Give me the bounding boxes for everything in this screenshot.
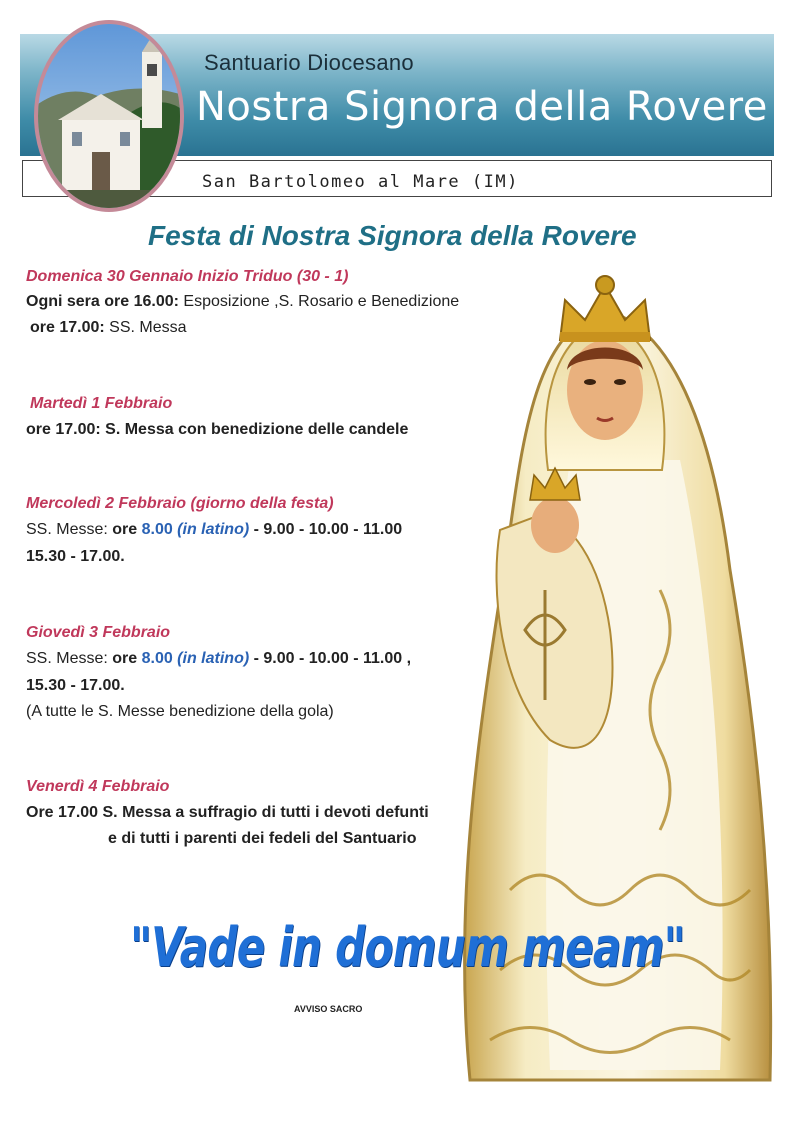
line-domenica-1: Ogni sera ore 16.00: Esposizione ,S. Rosario e Benedizione xyxy=(26,293,460,310)
festa-title: Festa di Nostra Signora della Rovere xyxy=(148,220,637,251)
heading-venerdi: Venerdì 4 Febbraio xyxy=(26,778,170,795)
line-mercoledi-1: SS. Messe: ore 8.00 (in latino) - 9.00 - 10.00 - 11.00 xyxy=(26,521,403,538)
line-giovedi-1: SS. Messe: ore 8.00 (in latino) - 9.00 - 10.00 - 11.00 , xyxy=(26,650,412,667)
line-martedi-1: ore 17.00: S. Messa con benedizione delle candele xyxy=(26,421,409,438)
location-text: San Bartolomeo al Mare (IM) xyxy=(202,172,519,192)
motto-text: "Vade in domum meam" xyxy=(130,916,685,979)
sanctuary-subtitle: Santuario Diocesano xyxy=(204,50,414,75)
line-venerdi-1: Ore 17.00 S. Messa a suffragio di tutti i devoti defunti xyxy=(26,804,429,821)
sanctuary-title: Nostra Signora della Rovere xyxy=(196,84,768,130)
heading-mercoledi: Mercoledì 2 Febbraio (giorno della festa) xyxy=(26,495,334,512)
line-domenica-2: ore 17.00: SS. Messa xyxy=(30,319,187,336)
church-photo xyxy=(34,20,184,212)
avviso-sacro: AVVISO SACRO xyxy=(294,1004,363,1014)
heading-giovedi: Giovedì 3 Febbraio xyxy=(26,624,171,641)
line-giovedi-2: 15.30 - 17.00. xyxy=(26,677,125,694)
heading-martedi: Martedì 1 Febbraio xyxy=(30,395,173,412)
line-venerdi-2: e di tutti i parenti dei fedeli del Santuario xyxy=(108,830,417,847)
line-giovedi-3: (A tutte le S. Messe benedizione della gola) xyxy=(26,703,334,720)
heading-domenica: Domenica 30 Gennaio Inizio Triduo (30 - 1) xyxy=(26,268,349,285)
line-mercoledi-2: 15.30 - 17.00. xyxy=(26,548,125,565)
